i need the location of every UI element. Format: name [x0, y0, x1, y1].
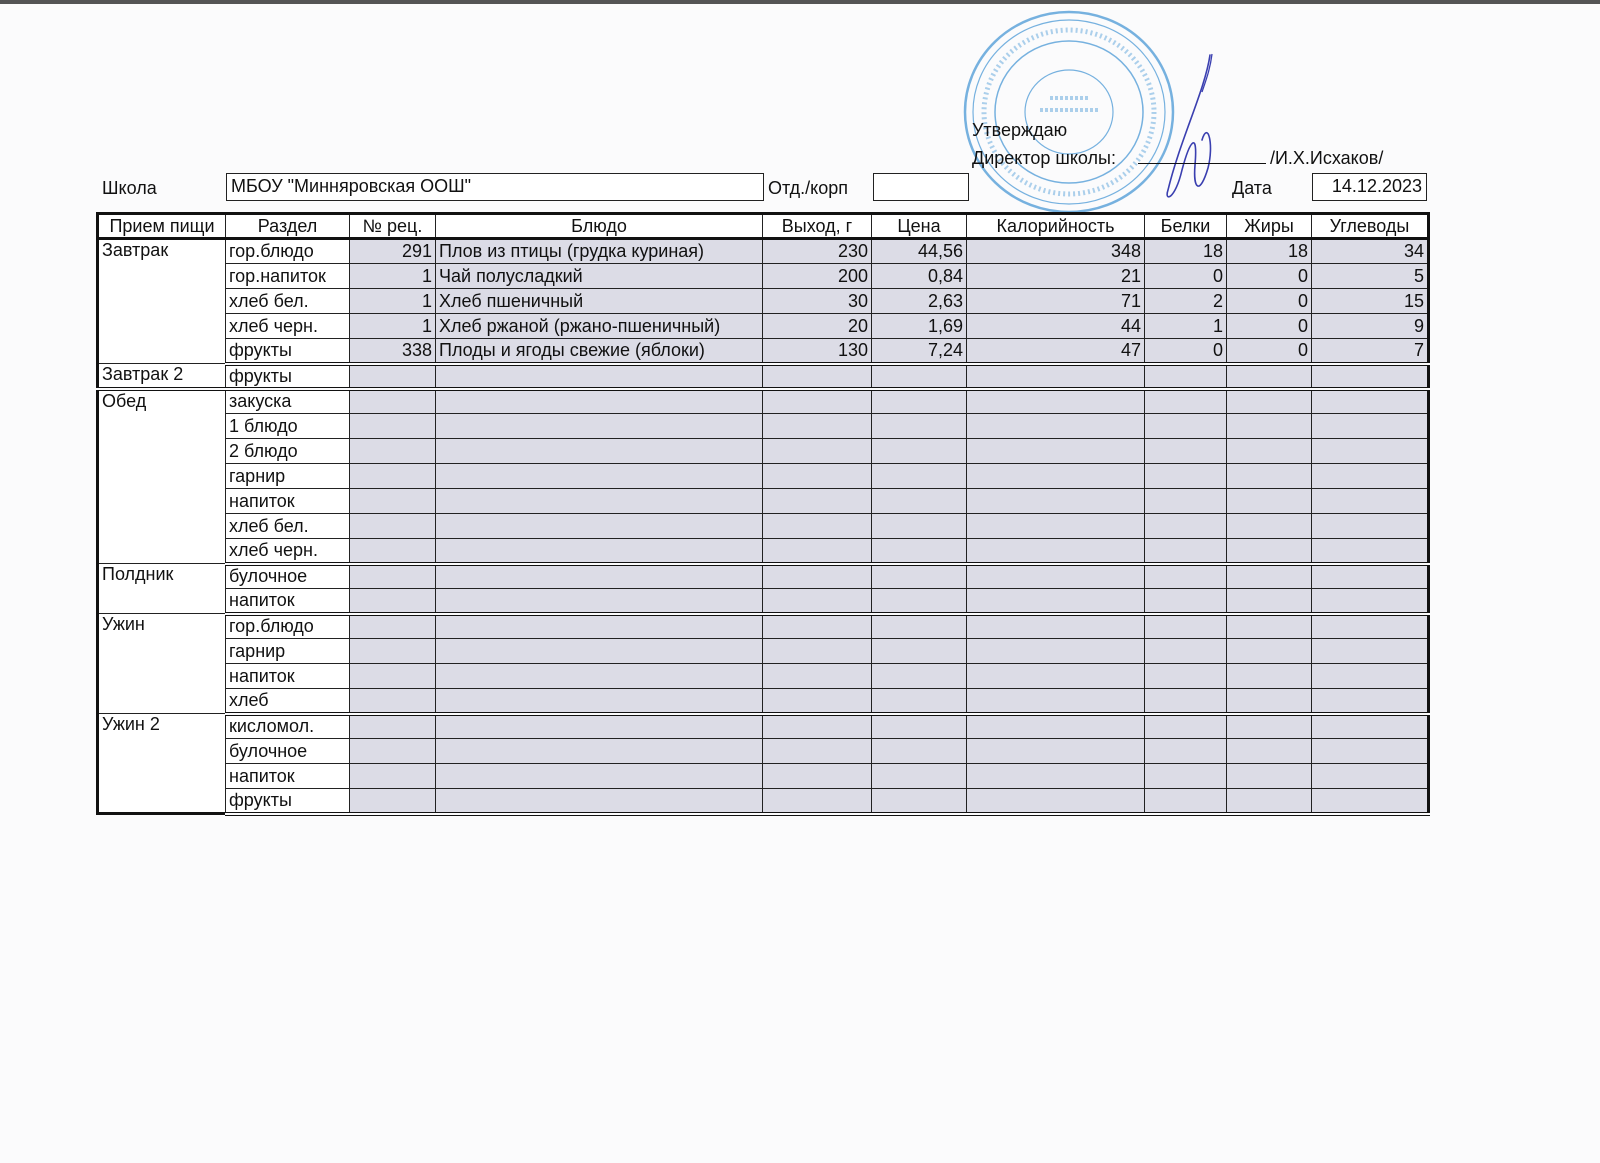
- col-header: Жиры: [1227, 214, 1312, 239]
- recipe-cell: [350, 689, 436, 714]
- carbs-cell: [1312, 639, 1429, 664]
- protein-cell: 0: [1145, 264, 1227, 289]
- carbs-cell: [1312, 489, 1429, 514]
- table-row: [98, 389, 1429, 414]
- protein-cell: [1145, 464, 1227, 489]
- fat-cell: 0: [1227, 314, 1312, 339]
- dish-cell: [436, 389, 763, 414]
- carbs-cell: [1312, 664, 1429, 689]
- recipe-cell: [350, 414, 436, 439]
- table-row: [98, 314, 1429, 339]
- fat-cell: [1227, 689, 1312, 714]
- meal-cell: Ужин 2: [98, 714, 226, 814]
- kcal-cell: [967, 739, 1145, 764]
- carbs-cell: [1312, 439, 1429, 464]
- fat-cell: [1227, 614, 1312, 639]
- protein-cell: 0: [1145, 339, 1227, 364]
- carbs-cell: 9: [1312, 314, 1429, 339]
- yield-cell: [763, 589, 872, 614]
- table-row: [98, 264, 1429, 289]
- kcal-cell: 44: [967, 314, 1145, 339]
- dish-cell: [436, 489, 763, 514]
- kcal-cell: [967, 689, 1145, 714]
- carbs-cell: 34: [1312, 239, 1429, 264]
- price-cell: [872, 389, 967, 414]
- price-cell: 2,63: [872, 289, 967, 314]
- carbs-cell: [1312, 564, 1429, 589]
- protein-cell: [1145, 439, 1227, 464]
- director-name: /И.Х.Исхаков/: [1269, 148, 1384, 168]
- recipe-cell: [350, 639, 436, 664]
- fat-cell: [1227, 664, 1312, 689]
- protein-cell: [1145, 389, 1227, 414]
- kcal-cell: [967, 364, 1145, 389]
- kcal-cell: [967, 539, 1145, 564]
- price-cell: [872, 564, 967, 589]
- price-cell: 0,84: [872, 264, 967, 289]
- table-header-row: [98, 214, 1429, 239]
- col-header: Прием пищи: [98, 214, 226, 239]
- price-cell: 44,56: [872, 239, 967, 264]
- price-cell: [872, 489, 967, 514]
- dish-cell: Чай полусладкий: [436, 264, 763, 289]
- fat-cell: [1227, 439, 1312, 464]
- kcal-cell: [967, 439, 1145, 464]
- protein-cell: [1145, 364, 1227, 389]
- price-cell: [872, 689, 967, 714]
- school-stamp: [960, 6, 1178, 218]
- price-cell: [872, 739, 967, 764]
- protein-cell: [1145, 414, 1227, 439]
- fat-cell: [1227, 764, 1312, 789]
- carbs-cell: 15: [1312, 289, 1429, 314]
- section-cell: кисломол.: [226, 714, 350, 739]
- col-header: Углеводы: [1312, 214, 1429, 239]
- recipe-cell: [350, 614, 436, 639]
- fat-cell: [1227, 389, 1312, 414]
- table-row: [98, 364, 1429, 389]
- recipe-cell: [350, 714, 436, 739]
- table-row: [98, 539, 1429, 564]
- table-row: [98, 689, 1429, 714]
- dish-cell: [436, 439, 763, 464]
- protein-cell: [1145, 739, 1227, 764]
- table-row: [98, 589, 1429, 614]
- yield-cell: [763, 539, 872, 564]
- dish-cell: [436, 539, 763, 564]
- kcal-cell: [967, 789, 1145, 814]
- dish-cell: [436, 764, 763, 789]
- yield-cell: [763, 664, 872, 689]
- carbs-cell: [1312, 514, 1429, 539]
- section-cell: фрукты: [226, 364, 350, 389]
- section-cell: хлеб бел.: [226, 514, 350, 539]
- price-cell: [872, 414, 967, 439]
- dish-cell: [436, 564, 763, 589]
- yield-cell: [763, 689, 872, 714]
- protein-cell: [1145, 639, 1227, 664]
- signature-blank: [1138, 147, 1266, 164]
- carbs-cell: [1312, 539, 1429, 564]
- price-cell: [872, 514, 967, 539]
- protein-cell: [1145, 539, 1227, 564]
- protein-cell: 18: [1145, 239, 1227, 264]
- dish-cell: [436, 739, 763, 764]
- table-row: [98, 764, 1429, 789]
- carbs-cell: [1312, 464, 1429, 489]
- recipe-cell: [350, 514, 436, 539]
- price-cell: 7,24: [872, 339, 967, 364]
- recipe-cell: [350, 764, 436, 789]
- section-cell: хлеб черн.: [226, 539, 350, 564]
- dish-cell: [436, 464, 763, 489]
- meal-cell: Полдник: [98, 564, 226, 614]
- table-row: [98, 564, 1429, 589]
- table-row: [98, 339, 1429, 364]
- recipe-cell: 1: [350, 264, 436, 289]
- meal-cell: Ужин: [98, 614, 226, 714]
- table-row: [98, 464, 1429, 489]
- col-header: Цена: [872, 214, 967, 239]
- carbs-cell: [1312, 389, 1429, 414]
- protein-cell: [1145, 689, 1227, 714]
- fat-cell: [1227, 489, 1312, 514]
- fat-cell: 0: [1227, 289, 1312, 314]
- fat-cell: [1227, 414, 1312, 439]
- carbs-cell: [1312, 414, 1429, 439]
- recipe-cell: [350, 789, 436, 814]
- recipe-cell: 338: [350, 339, 436, 364]
- section-cell: закуска: [226, 389, 350, 414]
- col-header: Выход, г: [763, 214, 872, 239]
- protein-cell: [1145, 789, 1227, 814]
- approval-signature-line: [972, 147, 1383, 169]
- kcal-cell: [967, 464, 1145, 489]
- school-field[interactable]: МБОУ "Минняровская ООШ": [226, 173, 764, 201]
- carbs-cell: [1312, 764, 1429, 789]
- section-cell: напиток: [226, 664, 350, 689]
- section-cell: гор.напиток: [226, 264, 350, 289]
- recipe-cell: 291: [350, 239, 436, 264]
- price-cell: [872, 464, 967, 489]
- carbs-cell: [1312, 714, 1429, 739]
- recipe-cell: [350, 564, 436, 589]
- yield-cell: [763, 439, 872, 464]
- kcal-cell: [967, 564, 1145, 589]
- fat-cell: 0: [1227, 264, 1312, 289]
- fat-cell: [1227, 364, 1312, 389]
- yield-cell: [763, 489, 872, 514]
- col-header: № рец.: [350, 214, 436, 239]
- yield-cell: [763, 389, 872, 414]
- recipe-cell: [350, 589, 436, 614]
- col-header: Блюдо: [436, 214, 763, 239]
- fat-cell: [1227, 539, 1312, 564]
- table-row: [98, 664, 1429, 689]
- carbs-cell: [1312, 789, 1429, 814]
- fat-cell: [1227, 589, 1312, 614]
- col-header: Белки: [1145, 214, 1227, 239]
- recipe-cell: [350, 464, 436, 489]
- kcal-cell: 47: [967, 339, 1145, 364]
- protein-cell: [1145, 514, 1227, 539]
- dish-cell: [436, 714, 763, 739]
- table-row: [98, 439, 1429, 464]
- dish-cell: [436, 789, 763, 814]
- section-cell: хлеб черн.: [226, 314, 350, 339]
- yield-cell: [763, 764, 872, 789]
- table-row: [98, 789, 1429, 814]
- dish-cell: [436, 414, 763, 439]
- protein-cell: [1145, 764, 1227, 789]
- table-row: [98, 514, 1429, 539]
- recipe-cell: [350, 389, 436, 414]
- carbs-cell: [1312, 589, 1429, 614]
- kcal-cell: [967, 589, 1145, 614]
- price-cell: [872, 764, 967, 789]
- meal-cell: Завтрак 2: [98, 364, 226, 389]
- fat-cell: [1227, 514, 1312, 539]
- fat-cell: 0: [1227, 339, 1312, 364]
- table-row: [98, 414, 1429, 439]
- kcal-cell: 21: [967, 264, 1145, 289]
- director-label: Директор школы:: [972, 148, 1116, 168]
- price-cell: [872, 614, 967, 639]
- section-cell: 2 блюдо: [226, 439, 350, 464]
- dish-cell: [436, 589, 763, 614]
- recipe-cell: [350, 739, 436, 764]
- price-cell: [872, 439, 967, 464]
- price-cell: 1,69: [872, 314, 967, 339]
- protein-cell: [1145, 564, 1227, 589]
- table-row: [98, 639, 1429, 664]
- protein-cell: [1145, 589, 1227, 614]
- table-row: [98, 739, 1429, 764]
- fat-cell: [1227, 464, 1312, 489]
- fat-cell: [1227, 739, 1312, 764]
- section-cell: 1 блюдо: [226, 414, 350, 439]
- price-cell: [872, 589, 967, 614]
- section-cell: напиток: [226, 589, 350, 614]
- section-cell: гарнир: [226, 464, 350, 489]
- kcal-cell: [967, 764, 1145, 789]
- menu-table: [96, 212, 1430, 816]
- kcal-cell: 348: [967, 239, 1145, 264]
- fat-cell: 18: [1227, 239, 1312, 264]
- kcal-cell: [967, 489, 1145, 514]
- dish-cell: [436, 514, 763, 539]
- section-cell: гор.блюдо: [226, 239, 350, 264]
- yield-cell: [763, 364, 872, 389]
- section-cell: фрукты: [226, 789, 350, 814]
- kcal-cell: [967, 714, 1145, 739]
- carbs-cell: [1312, 364, 1429, 389]
- table-row: [98, 289, 1429, 314]
- protein-cell: [1145, 664, 1227, 689]
- protein-cell: 1: [1145, 314, 1227, 339]
- carbs-cell: 7: [1312, 339, 1429, 364]
- yield-cell: [763, 714, 872, 739]
- table-row: [98, 239, 1429, 264]
- yield-cell: 130: [763, 339, 872, 364]
- yield-cell: [763, 564, 872, 589]
- yield-cell: 230: [763, 239, 872, 264]
- col-header: Калорийность: [967, 214, 1145, 239]
- table-row: [98, 714, 1429, 739]
- kcal-cell: 71: [967, 289, 1145, 314]
- date-field[interactable]: 14.12.2023: [1312, 173, 1427, 201]
- yield-cell: [763, 739, 872, 764]
- protein-cell: 2: [1145, 289, 1227, 314]
- yield-cell: 30: [763, 289, 872, 314]
- yield-cell: [763, 639, 872, 664]
- dish-cell: Плоды и ягоды свежие (яблоки): [436, 339, 763, 364]
- dept-field[interactable]: [873, 173, 969, 201]
- dish-cell: [436, 614, 763, 639]
- yield-cell: 200: [763, 264, 872, 289]
- recipe-cell: [350, 364, 436, 389]
- fat-cell: [1227, 789, 1312, 814]
- dish-cell: [436, 639, 763, 664]
- dish-cell: [436, 689, 763, 714]
- carbs-cell: [1312, 614, 1429, 639]
- recipe-cell: [350, 489, 436, 514]
- meal-cell: Обед: [98, 389, 226, 564]
- section-cell: хлеб бел.: [226, 289, 350, 314]
- yield-cell: [763, 514, 872, 539]
- section-cell: гор.блюдо: [226, 614, 350, 639]
- dish-cell: Хлеб пшеничный: [436, 289, 763, 314]
- section-cell: булочное: [226, 739, 350, 764]
- section-cell: напиток: [226, 764, 350, 789]
- yield-cell: [763, 414, 872, 439]
- price-cell: [872, 539, 967, 564]
- kcal-cell: [967, 614, 1145, 639]
- approval-title: Утверждаю: [972, 120, 1068, 140]
- kcal-cell: [967, 414, 1145, 439]
- kcal-cell: [967, 389, 1145, 414]
- dish-cell: [436, 364, 763, 389]
- section-cell: гарнир: [226, 639, 350, 664]
- recipe-cell: 1: [350, 314, 436, 339]
- protein-cell: [1145, 714, 1227, 739]
- dish-cell: [436, 664, 763, 689]
- recipe-cell: [350, 439, 436, 464]
- carbs-cell: 5: [1312, 264, 1429, 289]
- section-cell: напиток: [226, 489, 350, 514]
- carbs-cell: [1312, 689, 1429, 714]
- price-cell: [872, 664, 967, 689]
- yield-cell: 20: [763, 314, 872, 339]
- recipe-cell: [350, 664, 436, 689]
- section-cell: булочное: [226, 564, 350, 589]
- price-cell: [872, 364, 967, 389]
- meal-cell: Завтрак: [98, 239, 226, 364]
- yield-cell: [763, 789, 872, 814]
- price-cell: [872, 639, 967, 664]
- scan-top-edge: [0, 0, 1600, 4]
- fat-cell: [1227, 564, 1312, 589]
- price-cell: [872, 714, 967, 739]
- dept-label: Отд./корп: [768, 178, 848, 198]
- date-label: Дата: [1232, 178, 1272, 198]
- yield-cell: [763, 464, 872, 489]
- kcal-cell: [967, 664, 1145, 689]
- section-cell: фрукты: [226, 339, 350, 364]
- kcal-cell: [967, 514, 1145, 539]
- table-row: [98, 489, 1429, 514]
- price-cell: [872, 789, 967, 814]
- section-cell: хлеб: [226, 689, 350, 714]
- col-header: Раздел: [226, 214, 350, 239]
- fat-cell: [1227, 714, 1312, 739]
- school-label: Школа: [102, 178, 157, 198]
- recipe-cell: 1: [350, 289, 436, 314]
- yield-cell: [763, 614, 872, 639]
- kcal-cell: [967, 639, 1145, 664]
- protein-cell: [1145, 614, 1227, 639]
- table-row: [98, 614, 1429, 639]
- dish-cell: Хлеб ржаной (ржано-пшеничный): [436, 314, 763, 339]
- fat-cell: [1227, 639, 1312, 664]
- dish-cell: Плов из птицы (грудка куриная): [436, 239, 763, 264]
- protein-cell: [1145, 489, 1227, 514]
- carbs-cell: [1312, 739, 1429, 764]
- recipe-cell: [350, 539, 436, 564]
